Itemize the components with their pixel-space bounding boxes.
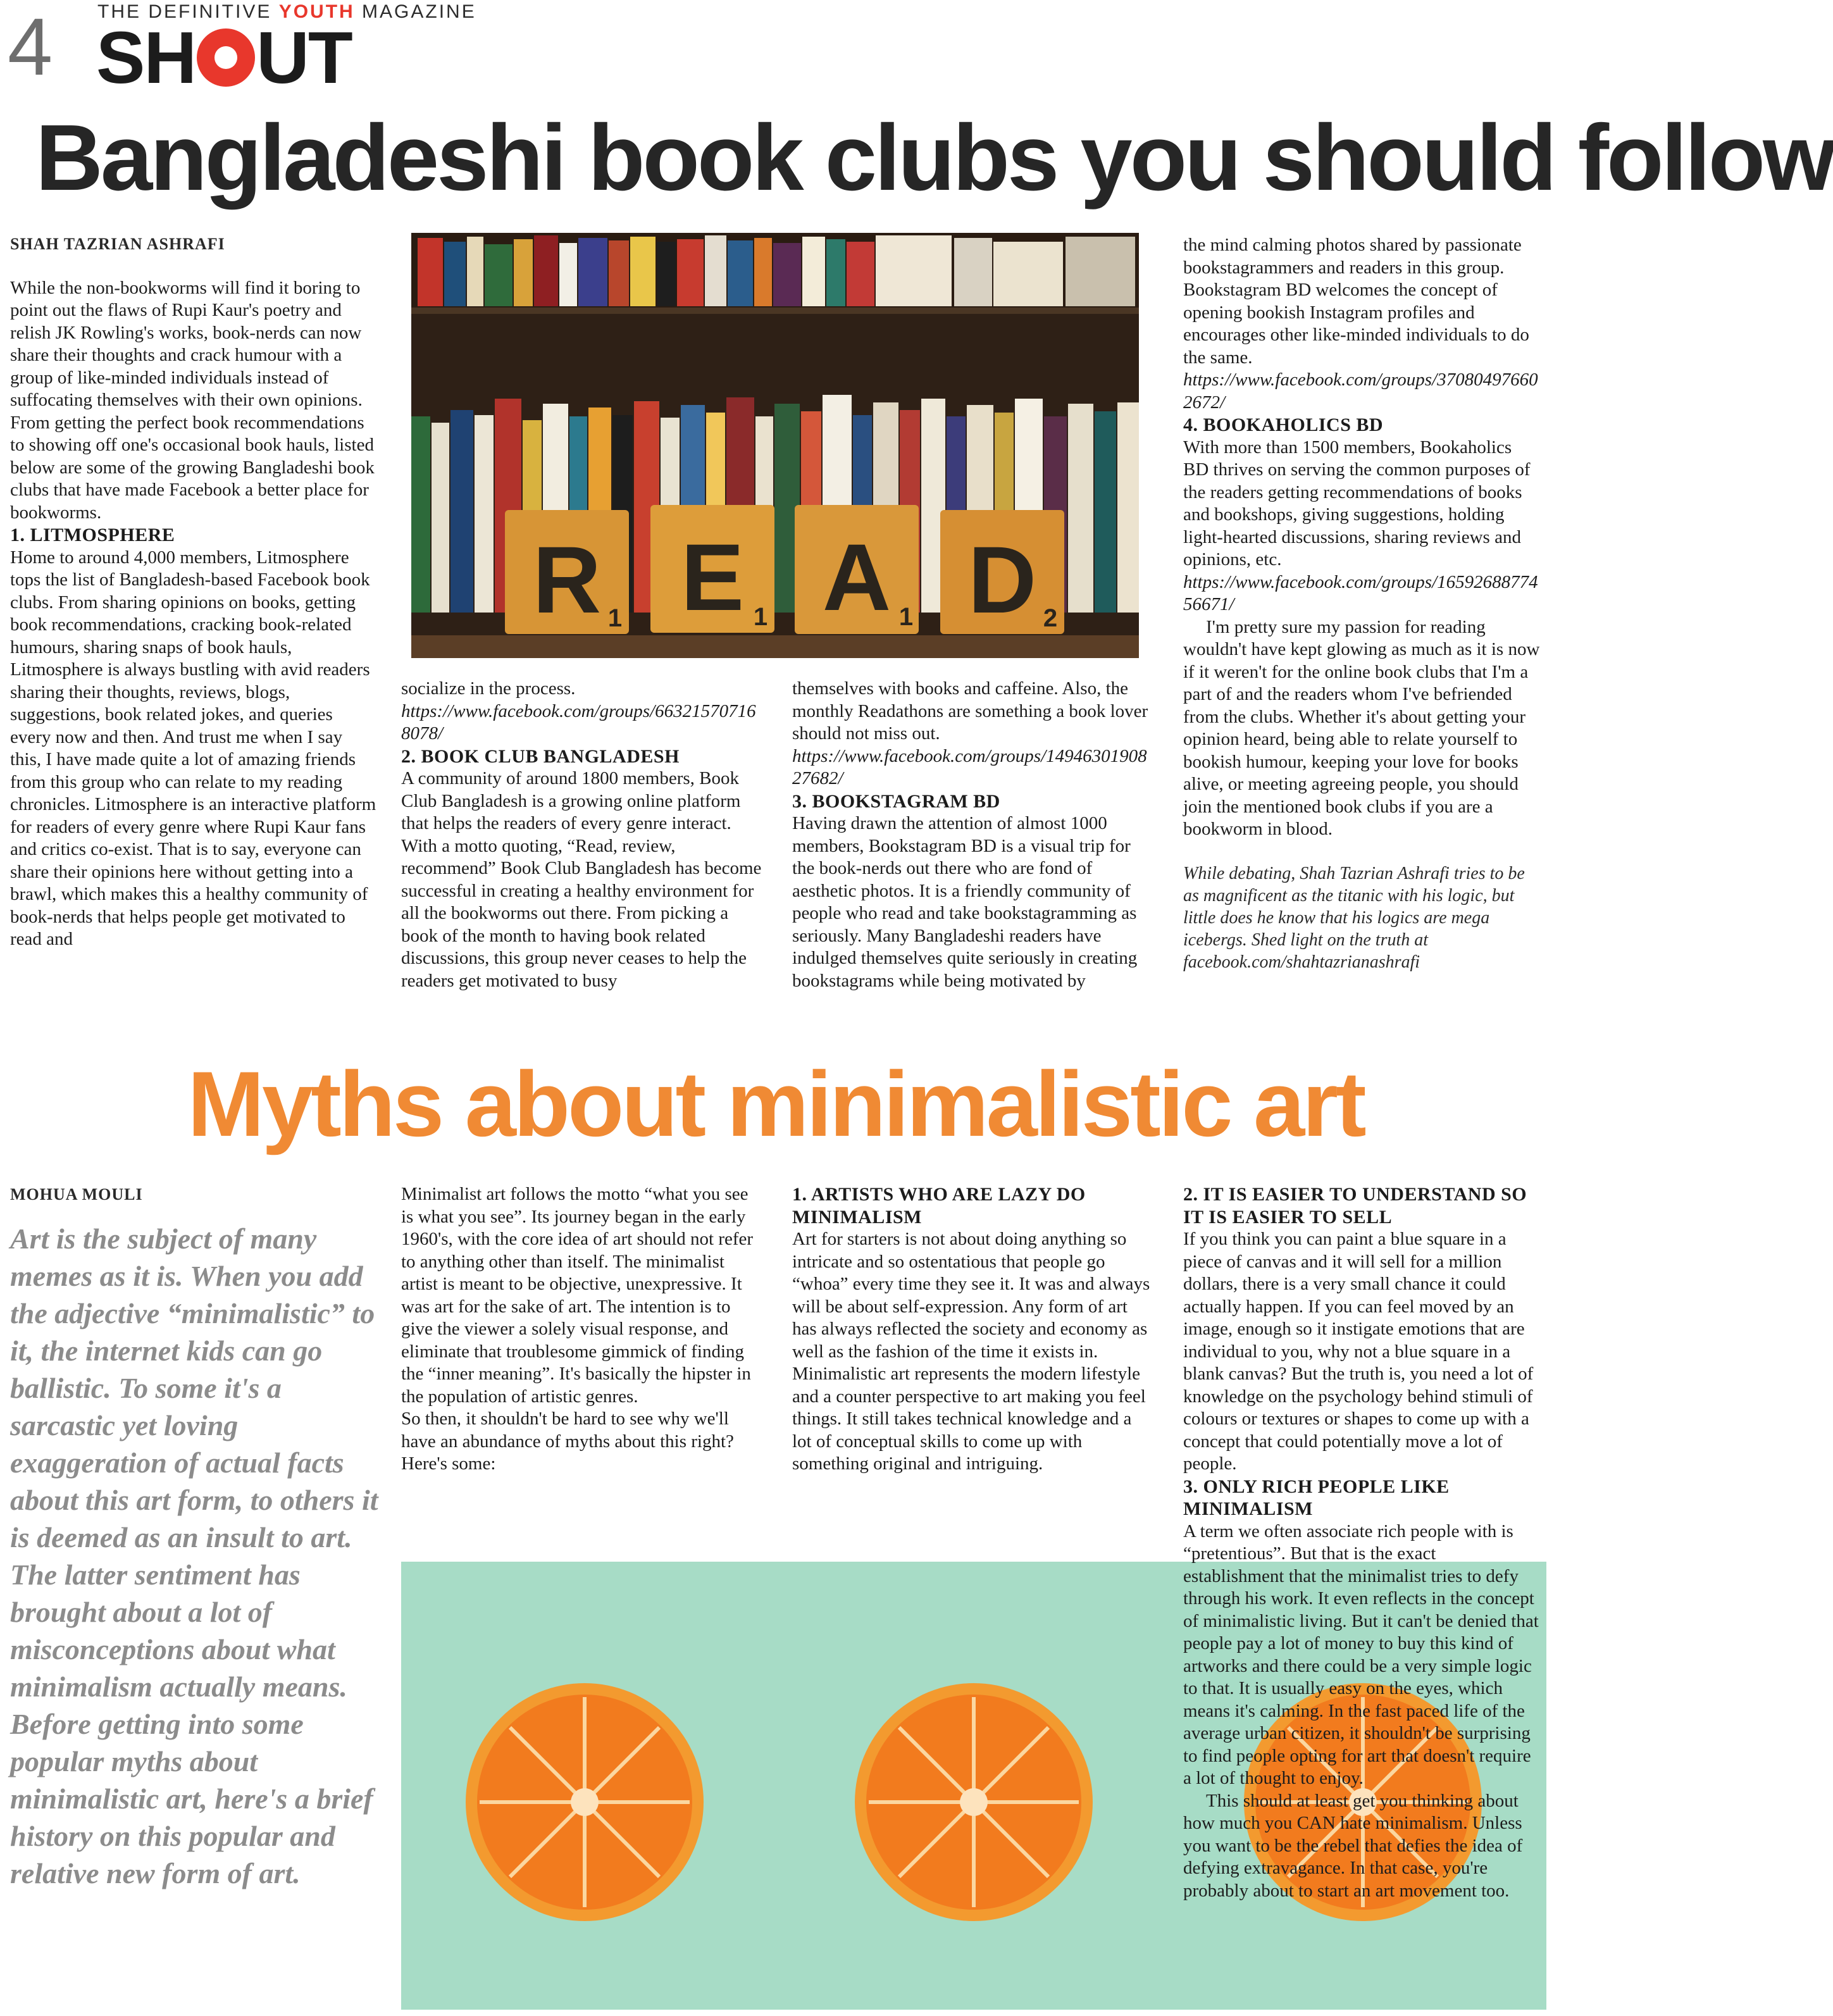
- article1-col3-paragraph: Having drawn the attention of almost 1000 members, Bookstagram BD is a visual trip for the book-nerds out there who are fond of aesthetic photos. It is a friendly community of people who read and take bookstagramming as seriously. Many Bangladeshi readers have indulged themselves quite seriously in creating bookstagrams while being motivated by: [792, 813, 1138, 991]
- top-shelf-books: [418, 235, 1135, 306]
- tile-points-d: 2: [1043, 604, 1058, 632]
- article2-column-2: [401, 1183, 763, 1476]
- article1-column-4: [1183, 234, 1541, 973]
- subhead-rich-people: 3. ONLY RICH PEOPLE LIKE MINIMALISM: [1183, 1476, 1450, 1519]
- tile-points-r: 1: [607, 604, 623, 632]
- orange-slice-middle: [855, 1683, 1093, 1921]
- article1-headline: Bangladeshi book clubs you should follow: [35, 106, 1833, 210]
- author-bio: While debating, Shah Tazrian Ashrafi tries to be as magnificent as the titanic with his logic, but little does he know that his logics are mega icebergs. Shed light on the truth at facebook.com/shahtazrianashrafi: [1183, 863, 1525, 972]
- article2-col2-paragraph-2: So then, it shouldn't be hard to see why we'll have an abundance of myths about this right? Here's some:: [401, 1409, 734, 1474]
- article1-conclusion: I'm pretty sure my passion for reading wouldn't have kept glowing as much as it is now if it weren't for the online book clubs that I'm a part of and the readers whom I've befriended from the clubs. Whether it's about getting your opinion heard, being able to relate yourself to bookish humour, keeping your love for books alive, or meeting agreeing people, you should join the mentioned book clubs if you are a bookworm in blood.: [1183, 616, 1540, 839]
- article1-column-1: [10, 233, 377, 951]
- subhead-lazy-artists: 1. ARTISTS WHO ARE LAZY DO MINIMALISM: [792, 1184, 1086, 1228]
- article1-col2-paragraph: A community of around 1800 members, Book Club Bangladesh is a growing online platform that helps the readers of every genre interact. With a motto quoting, “Read, review, recommend” Book Club Bangladesh has become successful in creating a healthy environment for all the bookworms out there. From picking a book of the month to having book related discussions, this group never ceases to help the readers get motivated to busy: [401, 768, 762, 991]
- orange-slice-left: [466, 1683, 704, 1921]
- tagline-post: MAGAZINE: [354, 1, 476, 22]
- logo-target-icon: [197, 28, 255, 87]
- bookstagram-bd-url: https://www.facebook.com/groups/370804976602672/: [1183, 370, 1538, 413]
- tile-letter-e: E: [680, 524, 745, 630]
- article2-col4-paragraph-2: A term we often associate rich people with is “pretentious”. But that is the exact establishment that the minimalist tries to defy through his work. It even reflects in the concept of minimalistic living. But it can't be denied that people pay a lot of money to buy this kind of artworks and there could be a very simple logic to that. It is usually easy on the eyes, which means it's calming. In the fast paced life of the average urban citizen, it shouldn't be surprising to find people opting for art that doesn't require a lot of thought to enjoy.: [1183, 1521, 1539, 1788]
- tile-points-a: 1: [898, 603, 914, 631]
- subhead-easier-to-sell: 2. IT IS EASIER TO UNDERSTAND SO IT IS EASIER TO SELL: [1183, 1184, 1527, 1228]
- tile-letter-r: R: [532, 526, 602, 633]
- read-scrabble-books-photo: [411, 233, 1139, 658]
- page-number: 4: [8, 2, 53, 92]
- masthead: [8, 0, 476, 99]
- article1-intro: While the non-bookworms will find it boring to point out the flaws of Rupi Kaur's poetry and relish JK Rowling's works, book-nerds can now share their thoughts and crack humour with a group of like-minded individuals instead of suffocating themselves with their own opinions. From getting the perfect book recommendations to showing off one's occasional book hauls, listed below are some of the growing Bangladeshi book clubs that have made Facebook a better place for bookworms.: [10, 277, 375, 523]
- article2-col3-paragraph: Art for starters is not about doing anything so intricate and so ostentatious that people go “whoa” every time they see it. It was and always will be about self-expression. Any form of art has always reflected the society and economy as well as the fashion of the time it exists in. Minimalistic art represents the modern lifestyle and a counter perspective to art making you feel things. It still takes technical knowledge and a lot of conceptual skills to come up with something original and intriguing.: [792, 1229, 1150, 1474]
- article1-column-2: [401, 678, 763, 992]
- tagline-pre: THE DEFINITIVE: [97, 1, 279, 22]
- article1-paragraph: Home to around 4,000 members, Litmosphere tops the list of Bangladesh-based Facebook book clubs. From sharing opinions on books, getting book recommendations, cracking book-related humours, sharing snaps of book hauls, Litmosphere is always bustling with avid readers sharing their thoughts, reviews, blogs, suggestions, book related jokes, and queries every now and then. And trust me when I say this, I have made quite a lot of amazing friends from this group who can relate to my reading chronicles. Litmosphere is an interactive platform for readers of every genre where Rupi Kaur fans and critics co-exist. That is to say, everyone can share their opinions here without getting into a brawl, which makes this a healthy community of book-nerds that helps people get motivated to read and: [10, 547, 376, 949]
- article2-col4-paragraph: If you think you can paint a blue square in a piece of canvas and it will sell for a million dollars, there is a very small chance it could actually happen. If you can feel moved by an image, enough so it instigate emotions that are individual to you, why not a blue square in a blank canvas? But the truth is, you need a lot of knowledge on the psychology behind stimuli of colours or textures or shapes to come up with a concept that could potentially move a lot of people.: [1183, 1229, 1534, 1474]
- logo-text-end: UT: [256, 16, 352, 99]
- shout-logo: [96, 16, 352, 99]
- tile-points-e: 1: [753, 603, 768, 631]
- article2-column-3: [792, 1183, 1154, 1476]
- article1-col4-text: the mind calming photos shared by passionate bookstagrammers and readers in this group. Bookstagram BD welcomes the concept of opening bookish Instagram profiles and encourages other like-minded individuals to do the same.: [1183, 235, 1529, 368]
- logo-text-start: SH: [96, 16, 196, 99]
- article1-col2-text: socialize in the process.: [401, 678, 576, 699]
- article1-col3-text: themselves with books and caffeine. Also, the monthly Readathons are something a book lover should not miss out.: [792, 678, 1148, 744]
- subhead-bookstagram-bd: 3. BOOKSTAGRAM BD: [792, 790, 1000, 812]
- subhead-book-club-bangladesh: 2. BOOK CLUB BANGLADESH: [401, 745, 680, 767]
- bookaholics-bd-url: https://www.facebook.com/groups/1659268877456671/: [1183, 571, 1538, 614]
- article1-byline: SHAH TAZRIAN ASHRAFI: [10, 235, 225, 253]
- article2-column-4: [1183, 1183, 1541, 1902]
- article2-byline: MOHUA MOULI: [10, 1185, 143, 1204]
- subhead-bookaholics-bd: 4. BOOKAHOLICS BD: [1183, 414, 1384, 435]
- pull-quote: Art is the subject of many memes as it is. When you add the adjective “minimalistic” to it, the internet kids can go ballistic. To some it's a sarcastic yet loving exaggeration of actual facts about this art form, to others it is deemed as an insult to art. The latter sentiment has brought about a lot of misconceptions about what minimalism actually means. Before getting into some popular myths about minimalistic art, here's a brief history on this popular and relative new form of art.: [10, 1222, 378, 1889]
- article2-col2-paragraph: Minimalist art follows the motto “what you see is what you see”. Its journey began in the early 1960's, with the core idea of art should not refer to anything other than itself. The minimalist artist is meant to be objective, unexpressive. It was art for the sake of art. The intention is to give the viewer a solely visual response, and eliminate that troublesome gimmick of finding the “inner meaning”. It's basically the hipster in the population of artistic genres.: [401, 1184, 754, 1407]
- article2-headline: Myths about minimalistic art: [187, 1052, 1364, 1155]
- tagline-highlight: YOUTH: [278, 1, 355, 22]
- litmosphere-url: https://www.facebook.com/groups/663215707168078/: [401, 700, 756, 744]
- article1-col4-paragraph: With more than 1500 members, Bookaholics BD thrives on serving the common purposes of the readers getting recommendations of books and bookshops, giving suggestions, holding light-hearted discussions, sharing reviews and opinions, etc.: [1183, 437, 1531, 569]
- article2-conclusion: This should at least get you thinking about how much you CAN hate minimalism. Unless you want to be the rebel that defies the idea of defying extravagance. In that case, you're probably about to start an art movement too.: [1183, 1790, 1523, 1901]
- subhead-litmosphere: 1. LITMOSPHERE: [10, 525, 175, 545]
- article2-column-1: [10, 1183, 383, 1892]
- article1-column-3: [792, 678, 1154, 992]
- tile-letter-a: A: [822, 524, 892, 630]
- tile-letter-d: D: [967, 526, 1037, 633]
- book-club-bangladesh-url: https://www.facebook.com/groups/1494630190827682/: [792, 745, 1147, 788]
